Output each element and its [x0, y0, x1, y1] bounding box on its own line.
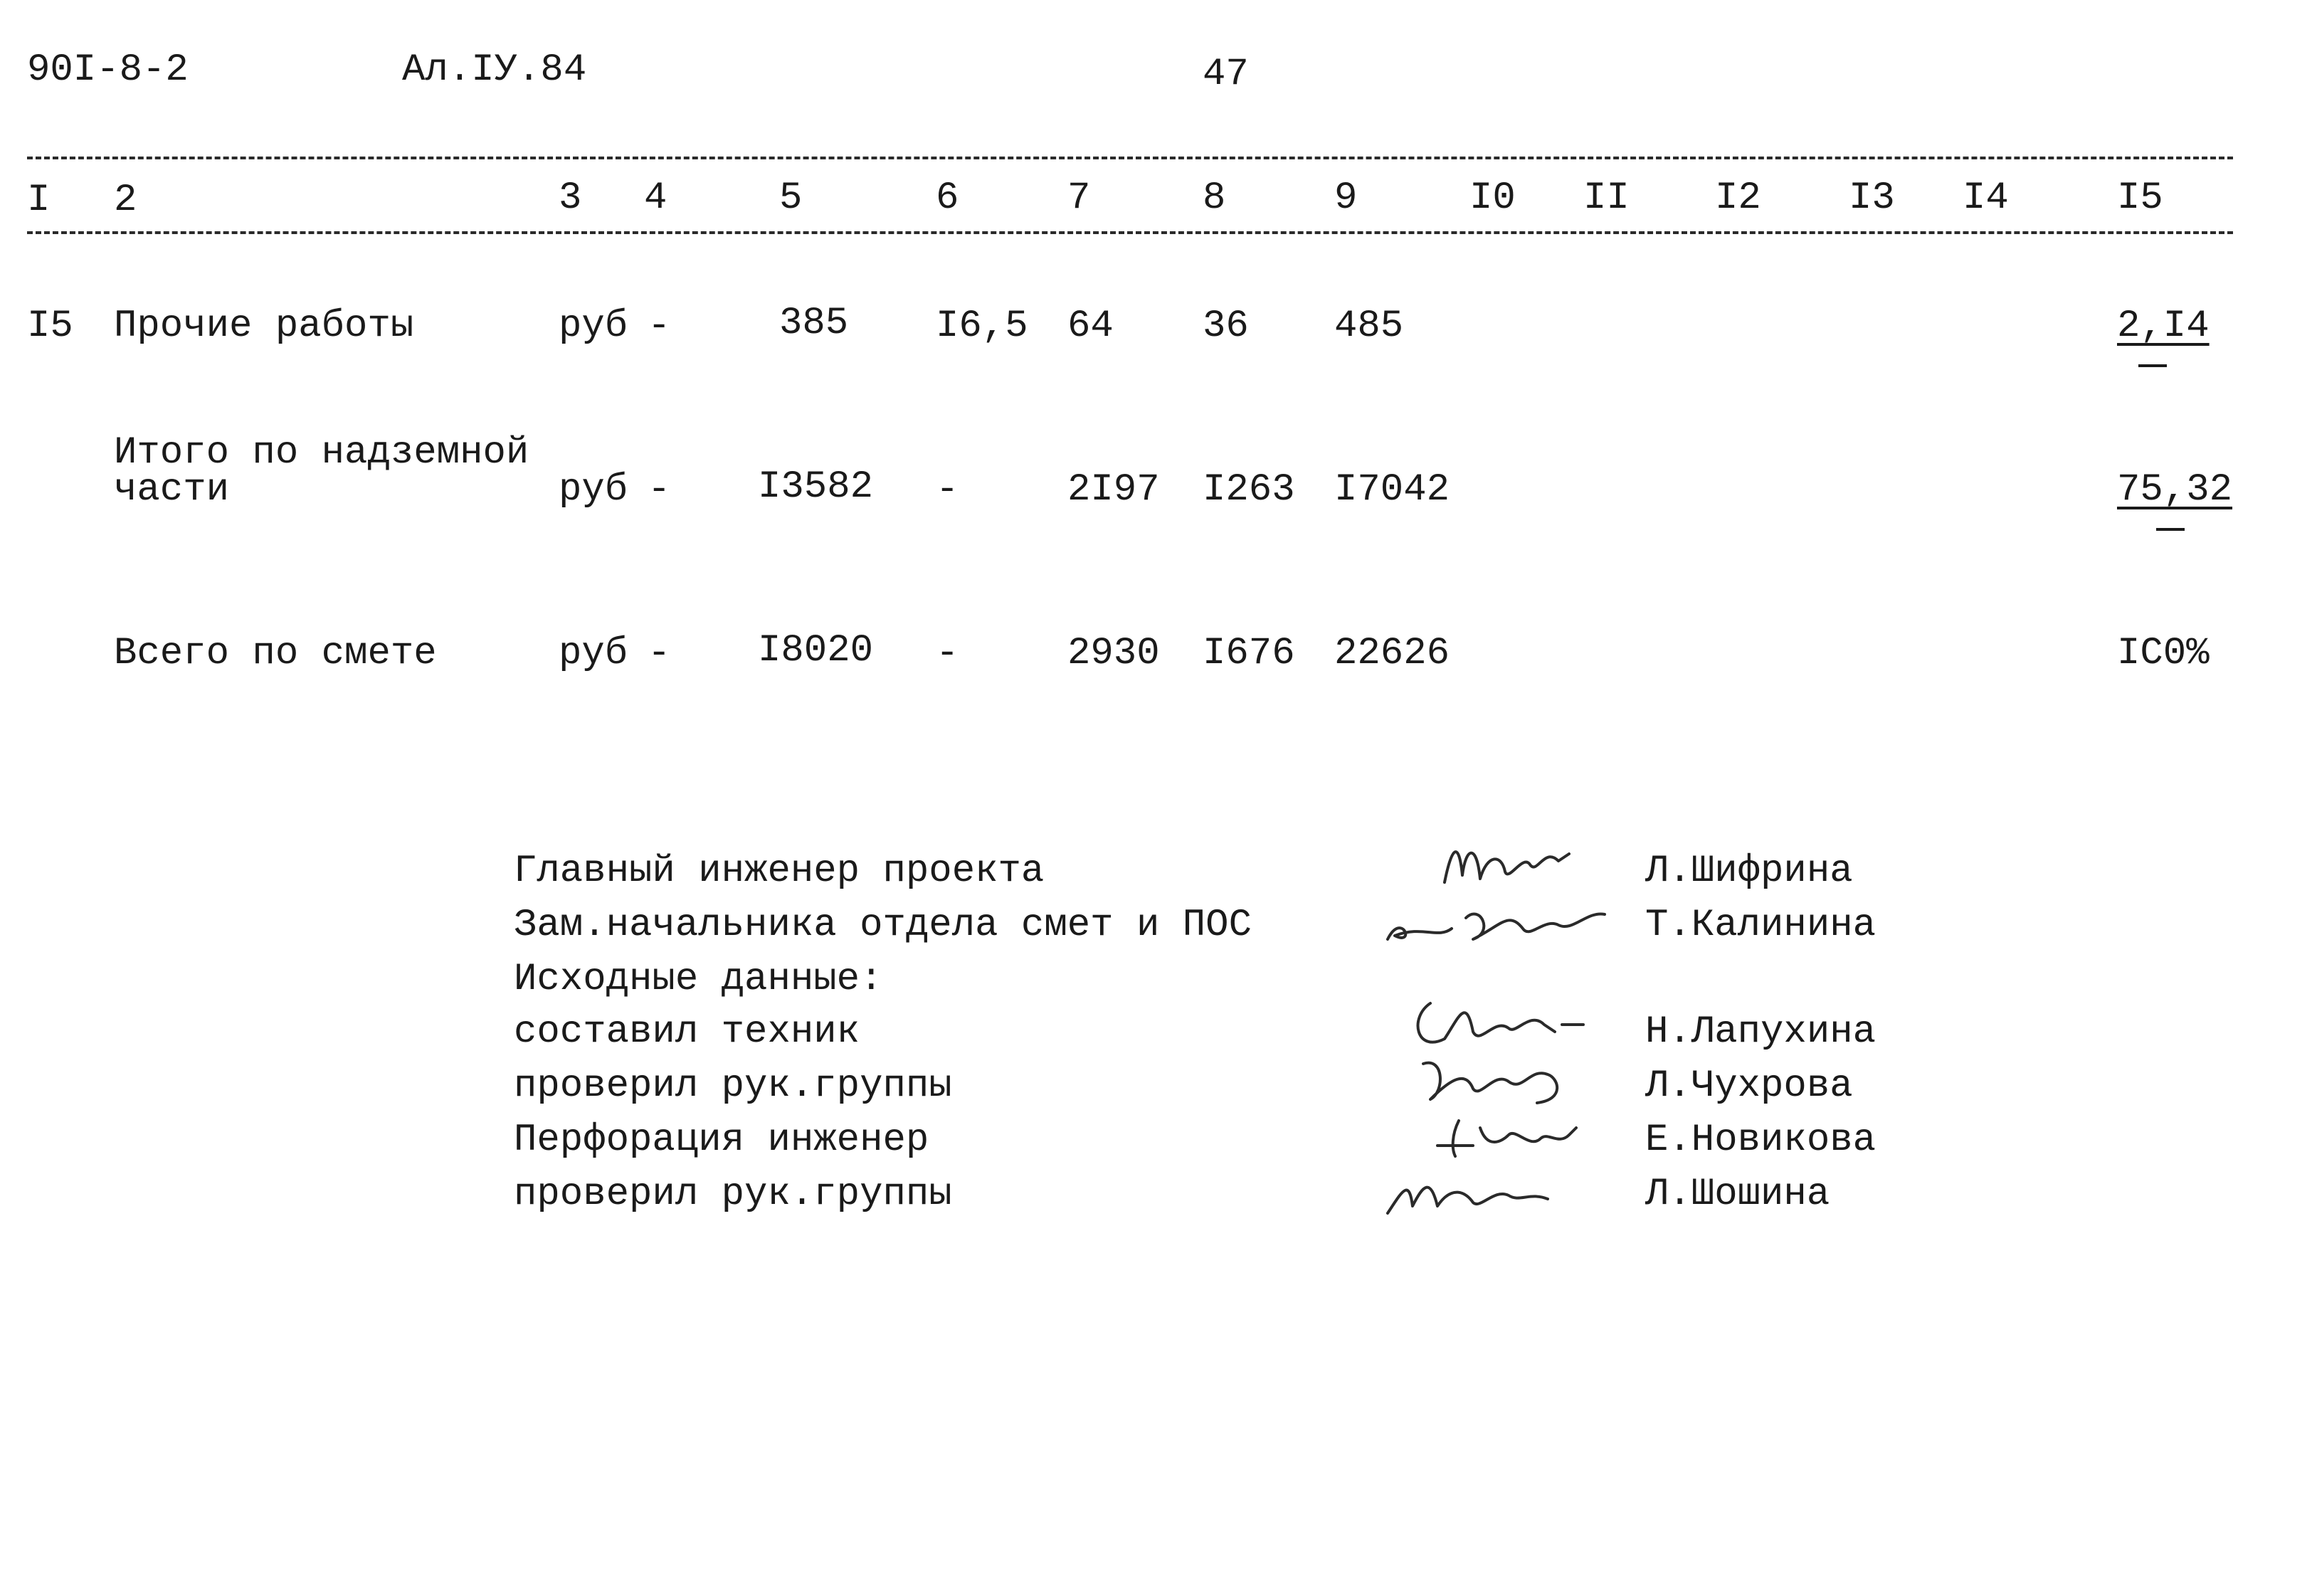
- row-col7: 2930: [1067, 632, 1160, 675]
- row-col8: I676: [1203, 632, 1295, 675]
- column-header: 2: [114, 179, 137, 222]
- column-header: I2: [1715, 176, 1761, 220]
- signature-role: Главный инженер проекта: [514, 850, 1045, 893]
- row-unit: руб: [559, 632, 628, 675]
- row-name: Прочие работы: [114, 305, 414, 348]
- handwritten-signature: [1423, 1106, 1587, 1163]
- row-col4: -: [648, 468, 671, 512]
- row-col6: -: [936, 468, 959, 512]
- row-name: Всего по смете: [114, 632, 437, 675]
- signature-role: проверил рук.группы: [514, 1173, 952, 1216]
- signature-role: Перфорация инженер: [514, 1119, 929, 1162]
- column-header: I5: [2117, 176, 2163, 220]
- column-header: 9: [1334, 176, 1358, 220]
- album-code: Ал.IУ.84: [402, 48, 587, 92]
- row-unit: руб: [559, 468, 628, 512]
- column-header: 6: [936, 176, 959, 220]
- handwritten-signature: [1416, 1050, 1580, 1114]
- row-col8: I263: [1203, 468, 1295, 512]
- row-col7: 64: [1067, 305, 1114, 348]
- row-col9: 22626: [1334, 632, 1450, 675]
- row-unit: руб: [559, 305, 628, 348]
- row-col8: 36: [1203, 305, 1249, 348]
- column-header: II: [1583, 176, 1630, 220]
- row-name-line1: Итого по надземной: [114, 431, 529, 475]
- row-col4: -: [648, 632, 671, 675]
- row-col6: -: [936, 632, 959, 675]
- row-col7: 2I97: [1067, 468, 1160, 512]
- column-header: 5: [779, 176, 803, 220]
- column-header: I3: [1849, 176, 1895, 220]
- signature-role: составил техник: [514, 1010, 860, 1054]
- column-header: I: [27, 179, 51, 222]
- row-col15: 2,I4: [2117, 305, 2210, 348]
- row-col4: -: [648, 305, 671, 348]
- handwritten-signature: [1381, 1163, 1558, 1220]
- page-number: 47: [1203, 53, 1249, 96]
- row-col9: I7042: [1334, 468, 1450, 512]
- column-header: 3: [559, 176, 582, 220]
- row-col9: 485: [1334, 305, 1404, 348]
- document-code: 90I-8-2: [27, 48, 189, 92]
- column-header: I0: [1469, 176, 1516, 220]
- signature-name: Т.Калинина: [1645, 904, 1876, 947]
- row-col15: 75,32: [2117, 468, 2233, 512]
- signature-name: Л.Шошина: [1645, 1173, 1830, 1216]
- row-col5: 385: [779, 302, 849, 345]
- signature-role: Зам.начальника отдела смет и ПОС: [514, 904, 1252, 947]
- row-number: I5: [27, 305, 73, 348]
- signature-name: Л.Шифрина: [1645, 850, 1853, 893]
- column-header: 4: [644, 176, 667, 220]
- underline-mark: [2138, 364, 2167, 367]
- column-header: I4: [1963, 176, 2009, 220]
- row-col5: I3582: [758, 465, 874, 509]
- signature-role: проверил рук.группы: [514, 1064, 952, 1108]
- handwritten-signature: [1381, 897, 1615, 953]
- row-name-line2: части: [114, 468, 230, 512]
- column-header: 7: [1067, 176, 1091, 220]
- row-col6: I6,5: [936, 305, 1028, 348]
- handwritten-signature: [1437, 833, 1587, 897]
- column-header: 8: [1203, 176, 1226, 220]
- underline-mark: [2156, 528, 2185, 531]
- header-bottom-divider: [27, 231, 2233, 234]
- signature-name: Н.Лапухина: [1645, 1010, 1876, 1054]
- signature-name: Л.Чухрова: [1645, 1064, 1853, 1108]
- signature-role: Исходные данные:: [514, 958, 883, 1001]
- signature-name: Е.Новикова: [1645, 1119, 1876, 1162]
- row-col15: IC0%: [2117, 632, 2210, 675]
- header-top-divider: [27, 157, 2233, 159]
- row-col5: I8020: [758, 629, 874, 672]
